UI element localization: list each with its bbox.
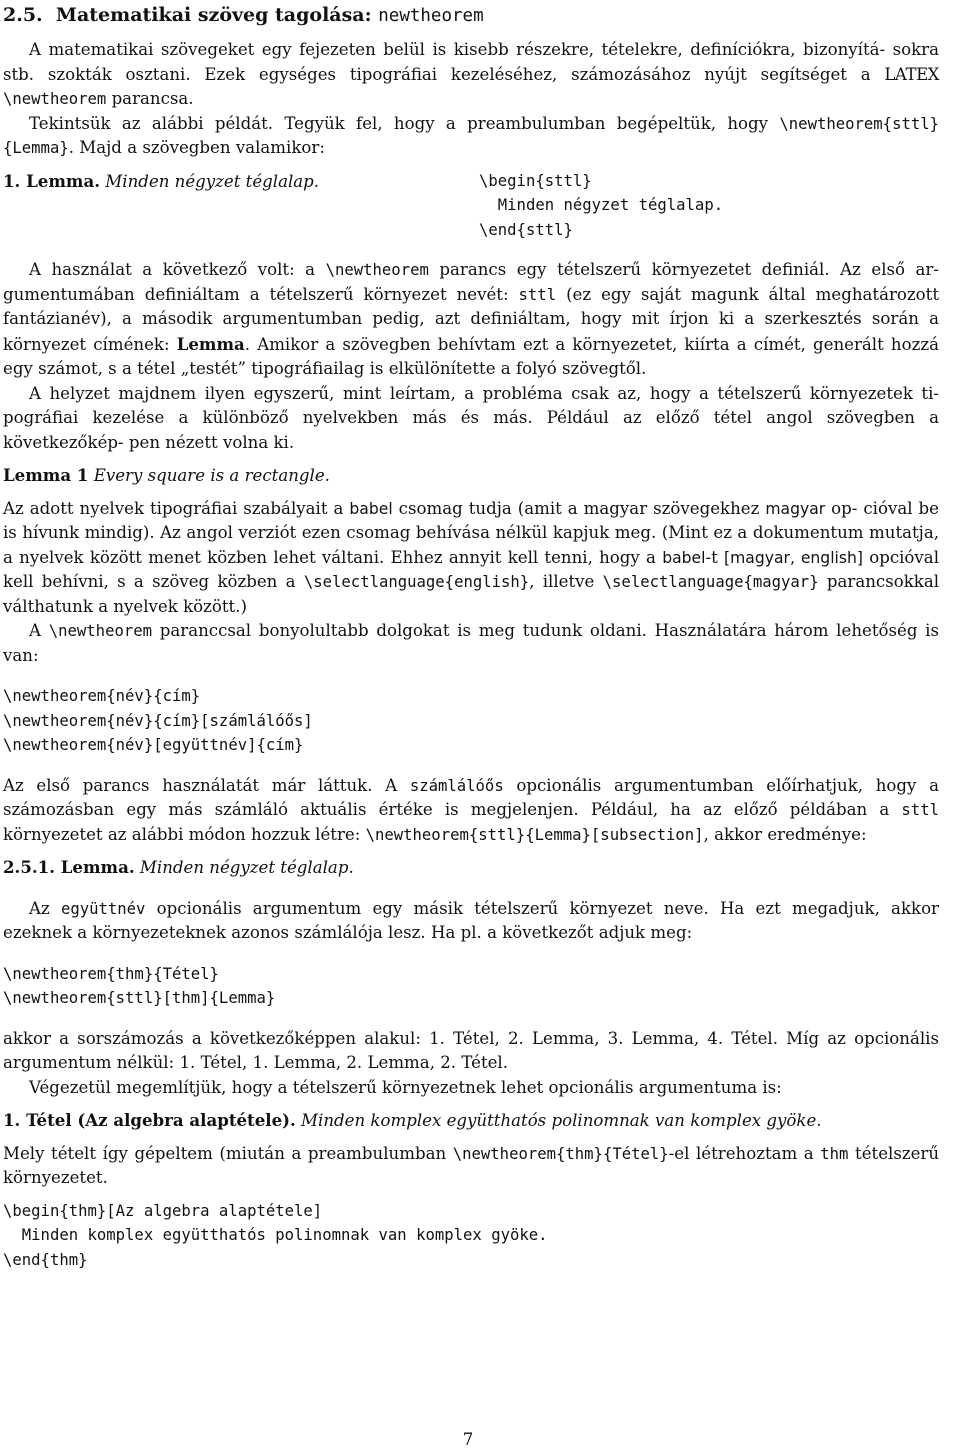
paragraph-typed	[3, 1142, 939, 1191]
text: A helyzet majdnem ilyen egyszerű, mint leírtam, a probléma csak az, hogy a tételszerű környezetek ti- pográfiai kezelése a különböző nyelvekben más és más. Például az előző tétel angol szövegben a következőkép- pen nézett volna ki.	[3, 383, 939, 452]
text: parancs egy tételszerű környezetet definiál. Az első ar- gumentumában definiáltam a tételszerű környezet nevét:	[3, 260, 939, 304]
text: opcionális argumentumban előírhatjuk, hogy a számozásban egy más számláló aktuális értéke is megjelenjen. Például, ha az előző példában a	[3, 775, 939, 819]
section-title-code: newtheorem	[378, 6, 484, 26]
section-number: 2.5.	[3, 4, 43, 26]
text: paranccsal bonyolultabb dolgokat is meg tudunk oldani. Használatára három lehetőség is van:	[3, 621, 940, 665]
package-name: babel	[662, 548, 706, 567]
document-page	[3, 0, 939, 1272]
example-theorem	[3, 1108, 939, 1134]
inline-code: számlálóős	[409, 776, 504, 795]
text: csomag tudja (amit a magyar szövegekhez	[398, 498, 760, 518]
paragraph-options	[3, 619, 939, 668]
package-name: babel	[349, 499, 393, 518]
text: opcionális argumentum egy másik tételszerű környezet neve. Ha ezt megadjuk, akkor ezeknek a környezeteknek azonos számlálója lesz. Ha pl. a következőt adjuk meg:	[3, 898, 939, 942]
text: , illetve	[529, 572, 595, 591]
inline-code: \newtheorem{sttl}{Lemma}	[3, 114, 940, 157]
page-number: 7	[462, 1430, 474, 1449]
package-option: [magyar, english]	[724, 548, 863, 567]
inline-code: sttl	[901, 801, 939, 819]
text: Az adott nyelvek tipográfiai szabályait a	[3, 498, 344, 518]
inline-code: \newtheorem	[48, 622, 153, 640]
inline-code: \selectlanguage{english}	[303, 573, 530, 591]
text: Végezetül megemlítjük, hogy a tételszerű környezetnek lehet opcionális argumentuma is:	[29, 1077, 782, 1097]
text: -el létrehoztam a	[668, 1143, 814, 1163]
paragraph-intro	[3, 38, 939, 112]
paragraph-numbering	[3, 1027, 939, 1076]
text: parancsa.	[111, 89, 194, 108]
paragraph-babel	[3, 497, 939, 620]
text: környezetet az alábbi módon hozzuk létre:	[3, 824, 361, 844]
inline-code: \selectlanguage{magyar}	[602, 573, 819, 591]
inline-code: \newtheorem{sttl}{Lemma}[subsection]	[365, 825, 704, 844]
section-heading	[3, 0, 939, 29]
inline-code: \newtheorem	[3, 90, 107, 108]
section-title: Matematikai szöveg tagolása:	[55, 4, 372, 26]
code-block-shared-counter: \newtheorem{thm}{Tétel} \newtheorem{sttl}[thm]{Lemma}	[3, 964, 276, 1007]
text: op- cióval be is hívunk mindig). Az angol verziót ezen csomag behívása nélkül kapjuk meg. (Mint ez a dokumentum mutatja, a nyelvek között menet közben lehet váltani. Ehhez annyit kell tenni, hogy a	[3, 498, 939, 567]
theorem-body: Minden komplex együtthatós polinomnak van komplex gyöke.	[301, 1111, 822, 1130]
paragraph-explanation	[3, 258, 939, 382]
example-lemma-source: \begin{sttl} Minden négyzet téglalap. \end{sttl}	[479, 171, 724, 239]
text: Mely tételt így gépeltem (miután a preambulumban	[3, 1143, 447, 1163]
example-english-lemma	[3, 463, 939, 489]
text: A matematikai szövegeket egy fejezeten belül is kisebb részekre, tételekre, definíciókra, bizonyítá- sokra stb. szokták osztani. Ezek egységes tipográfiai kezeléséhez, számozásához nyújt segítséget a	[3, 40, 939, 84]
example-lemma-rendered	[3, 169, 479, 195]
paragraph-counter	[3, 774, 939, 848]
lemma-body: Minden négyzet téglalap.	[139, 858, 354, 877]
paragraph-optional-argument	[3, 1076, 939, 1101]
text: akkor a sorszámozás a következőképpen alakul: 1. Tétel, 2. Lemma, 3. Lemma, 4. Tétel. Míg az opcionális argumentum nélkül: 1. Tétel, 1. Lemma, 2. Lemma, 2. Tétel.	[3, 1028, 939, 1072]
inline-code: sttl	[518, 285, 557, 304]
lemma-label: 1. Lemma.	[3, 170, 100, 191]
code-block-theorem: \begin{thm}[Az algebra alaptétele] Minden komplex együtthatós polinomnak van komplex gyöke. \end{thm}	[3, 1201, 548, 1269]
lemma-label: Lemma 1	[3, 465, 89, 485]
text: (ez egy saját magunk által meghatározott fantázianév), a második argumentumban pedig, azt definiáltam, hogy mit írjon ki a szerkesztés során a környezet címének:	[3, 284, 939, 354]
text: Az első parancs használatát már láttuk. A	[3, 775, 398, 795]
text: A	[29, 621, 41, 640]
paragraph-languages	[3, 382, 939, 456]
text: opcióval kell behívni, s a szöveg közben a	[3, 547, 939, 591]
text: . Amikor a szövegben behívtam ezt a környezetet, kiírta a címét, generált hozzá egy számot, s a tétel „testét” tipográfiailag is elkülönítette a folyó szövegtől.	[3, 334, 939, 378]
theorem-label: 1. Tétel (Az algebra alaptétele).	[3, 1110, 296, 1130]
text: . Majd a szövegben valamikor:	[68, 138, 325, 157]
example-subsection-lemma	[3, 855, 939, 881]
inline-code: thm	[820, 1144, 849, 1163]
paragraph-shared-counter	[3, 897, 939, 946]
bold-text: Lemma	[176, 333, 245, 354]
latex-logo: LATEX	[884, 64, 939, 84]
text: Az	[29, 898, 50, 918]
lemma-body: Every square is a rectangle.	[93, 466, 330, 485]
package-option: magyar	[765, 499, 826, 518]
code-block-syntax: \newtheorem{név}{cím} \newtheorem{név}{cím}[számlálóős] \newtheorem{név}[együttnév]{cím}	[3, 687, 313, 754]
lemma-label: 2.5.1. Lemma.	[3, 857, 135, 877]
inline-code: \newtheorem	[325, 261, 429, 279]
text: A használat a következő volt: a	[29, 260, 316, 279]
text: -t	[705, 547, 718, 567]
text: , akkor eredménye:	[703, 824, 867, 844]
text: Tekintsük az alábbi példát. Tegyük fel, hogy a preambulumban begépeltük, hogy	[29, 113, 769, 133]
inline-code: együttnév	[60, 899, 146, 918]
example-lemma-row	[3, 169, 939, 243]
text: parancsokkal válthatunk a nyelvek között.)	[3, 572, 940, 616]
paragraph-example-intro	[3, 112, 939, 161]
lemma-body: Minden négyzet téglalap.	[105, 171, 320, 191]
text: tételszerű környezetet.	[3, 1143, 940, 1187]
inline-code: \newtheorem{thm}{Tétel}	[452, 1144, 669, 1163]
